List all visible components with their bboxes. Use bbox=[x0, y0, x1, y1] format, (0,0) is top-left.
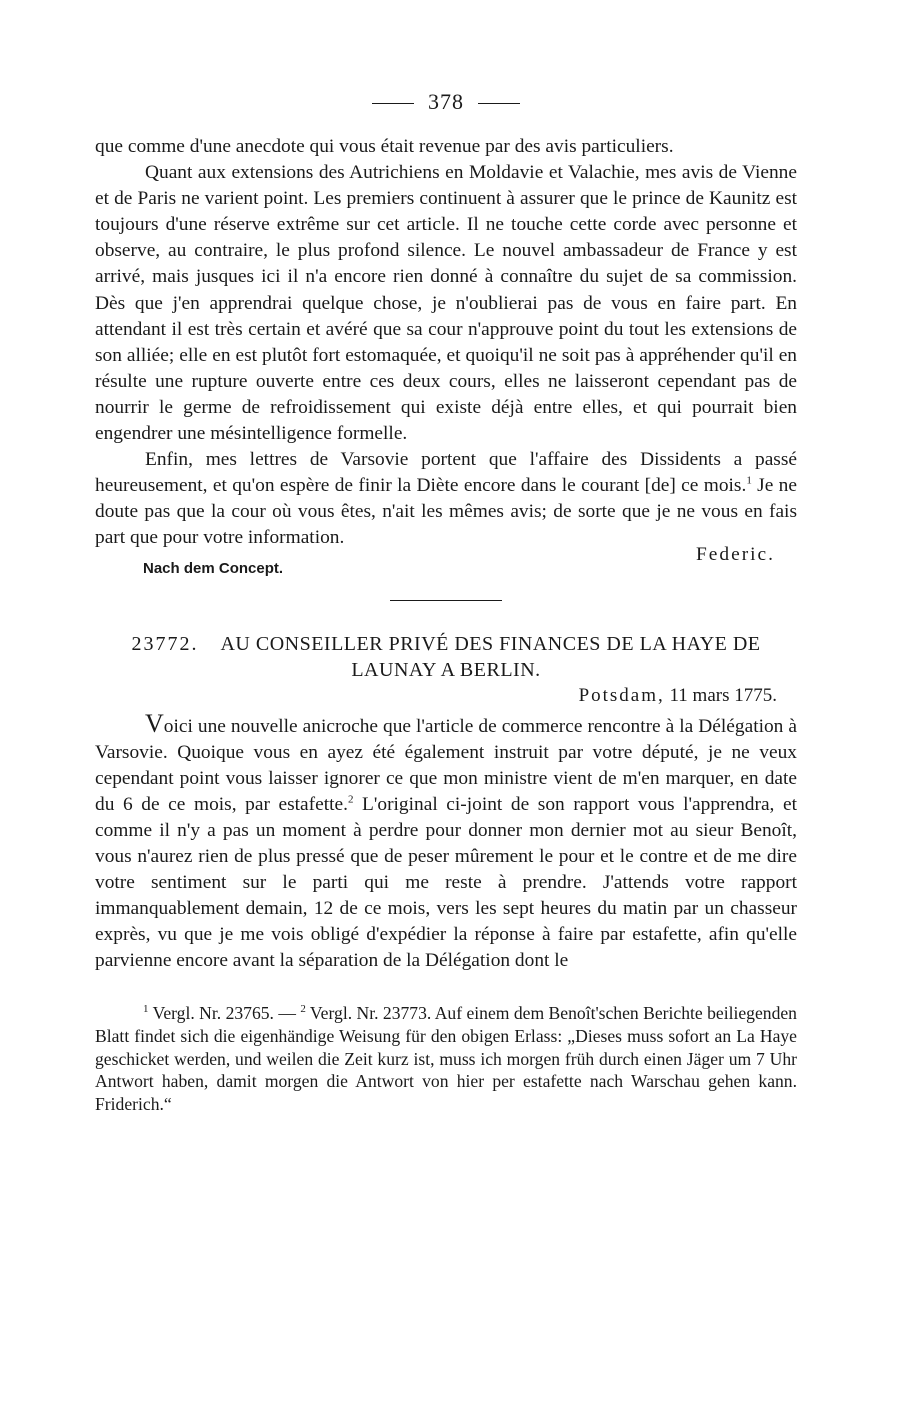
footnotes bbox=[95, 1002, 797, 1115]
page-number: 378 bbox=[428, 89, 464, 114]
letter-text: L'original ci-joint de son rapport vous l'apprendra, et comme il n'y a pas un moment à perdre pour donner mon dernier mot au sieur Benoît, vous n'aurez rien de plus pressé que de peser mûrement le pour et le contre et de me dire votre sentiment sur le parti qui me reste à prendre. J'attends votre rapport immanquablement demain, 12 de ce mois, vers les sept heures du matin par un chasseur exprès, vu que je me vois obligé d'expédier la réponse à faire par estafette, afin qu'elle parvienne encore avant la séparation de la Délégation dont le bbox=[95, 793, 797, 972]
paragraph-warsaw-letters bbox=[95, 447, 797, 551]
header-dash-right bbox=[478, 103, 520, 104]
footnote-block bbox=[95, 1002, 797, 1115]
header-dash-left bbox=[372, 103, 414, 104]
letter-place: Potsdam, bbox=[578, 684, 665, 706]
footnote-mark-2: 2 bbox=[300, 1003, 306, 1016]
footnote-1-text: Vergl. Nr. 23765. — bbox=[148, 1003, 301, 1024]
letter-dateline bbox=[95, 683, 777, 709]
letter-dropcap: V bbox=[145, 708, 164, 738]
footnote-ref-1[interactable]: 1 bbox=[746, 474, 752, 487]
paragraph-text: Je ne doute pas que la cour où vous êtes, n'ait les mêmes avis; de sorte que je ne vous en fais part que pour votre information. bbox=[95, 475, 797, 549]
continued-paragraph: que comme d'une anecdote qui vous était revenue par des avis particuliers. bbox=[95, 136, 674, 157]
letter-body bbox=[95, 708, 797, 975]
document-page bbox=[95, 82, 797, 1115]
paragraph-text: Enfin, mes lettres de Varsovie portent que l'affaire des Dissidents a passé heureusement, et qu'on espère de finir la Diète encore dans le courant [de] ce mois. bbox=[95, 449, 797, 497]
letter-text: oici une nouvelle anicroche que l'article de commerce rencontre à la Délégation à Varsovie. Quoique vous en ayez été également instruit par votre député, je ne veux cependant point vous laisser ignorer ce que mon ministre vient de m'en marquer, en date du 6 de ce mois, par estafette. bbox=[95, 715, 797, 815]
signature: Federic. bbox=[696, 543, 775, 565]
footnote-2-text: Vergl. Nr. 23773. Auf einem dem Benoît'schen Berichte beiliegenden Blatt findet sich die eigenhändige Weisung für den obigen Erlass: „Dieses muss sofort an La Haye geschicket werden, und weilen die Zeit kurz ist, muss ich morgen früh durch einen Jäger um 7 Uhr Antwort haben, damit morgen die Antwort von hier per estafette nach Warschau gehen kann. Friderich.“ bbox=[95, 1003, 797, 1114]
letter-number: 23772. bbox=[131, 632, 199, 655]
letter-heading bbox=[95, 631, 797, 683]
letter-recipient: AU CONSEILLER PRIVÉ DES FINANCES DE LA HAYE DE LAUNAY A BERLIN. bbox=[220, 632, 761, 681]
paragraph-austrian-extensions: Quant aux extensions des Autrichiens en Moldavie et Valachie, mes avis de Vienne et de Paris ne varient point. Les premiers continuent à assurer que le prince de Kaunitz est toujours d'une réserve extrême sur cet article. Il ne touche cette corde avec personne et observe, au contraire, le plus profond silence. Le nouvel ambassadeur de France y est arrivé, mais jusques ici il n'a encore rien donné à connaître du sujet de sa commission. Dès que j'en apprendrai quelque chose, je n'oublierai pas de vous en faire part. En attendant il est très certain et avéré que sa cour n'approuve point du tout les extensions de son alliée; elle en est plutôt fort estomaquée, et quoiqu'il ne soit pas à appréhender qu'il en résulte une rupture ouverte entre ces deux cours, elles ne laisseront cependant pas de nourrir le germe de refroidissement qui existe déjà entre elles, et qui pourrait bien engendrer une mésintelligence formelle. bbox=[95, 162, 797, 445]
source-note: Nach dem Concept. bbox=[143, 559, 284, 577]
page-header bbox=[95, 82, 797, 122]
footnote-mark-1: 1 bbox=[143, 1003, 149, 1016]
footnote-ref-2[interactable]: 2 bbox=[347, 793, 354, 806]
letter-date: 11 mars 1775. bbox=[669, 684, 777, 706]
section-separator bbox=[390, 600, 502, 601]
